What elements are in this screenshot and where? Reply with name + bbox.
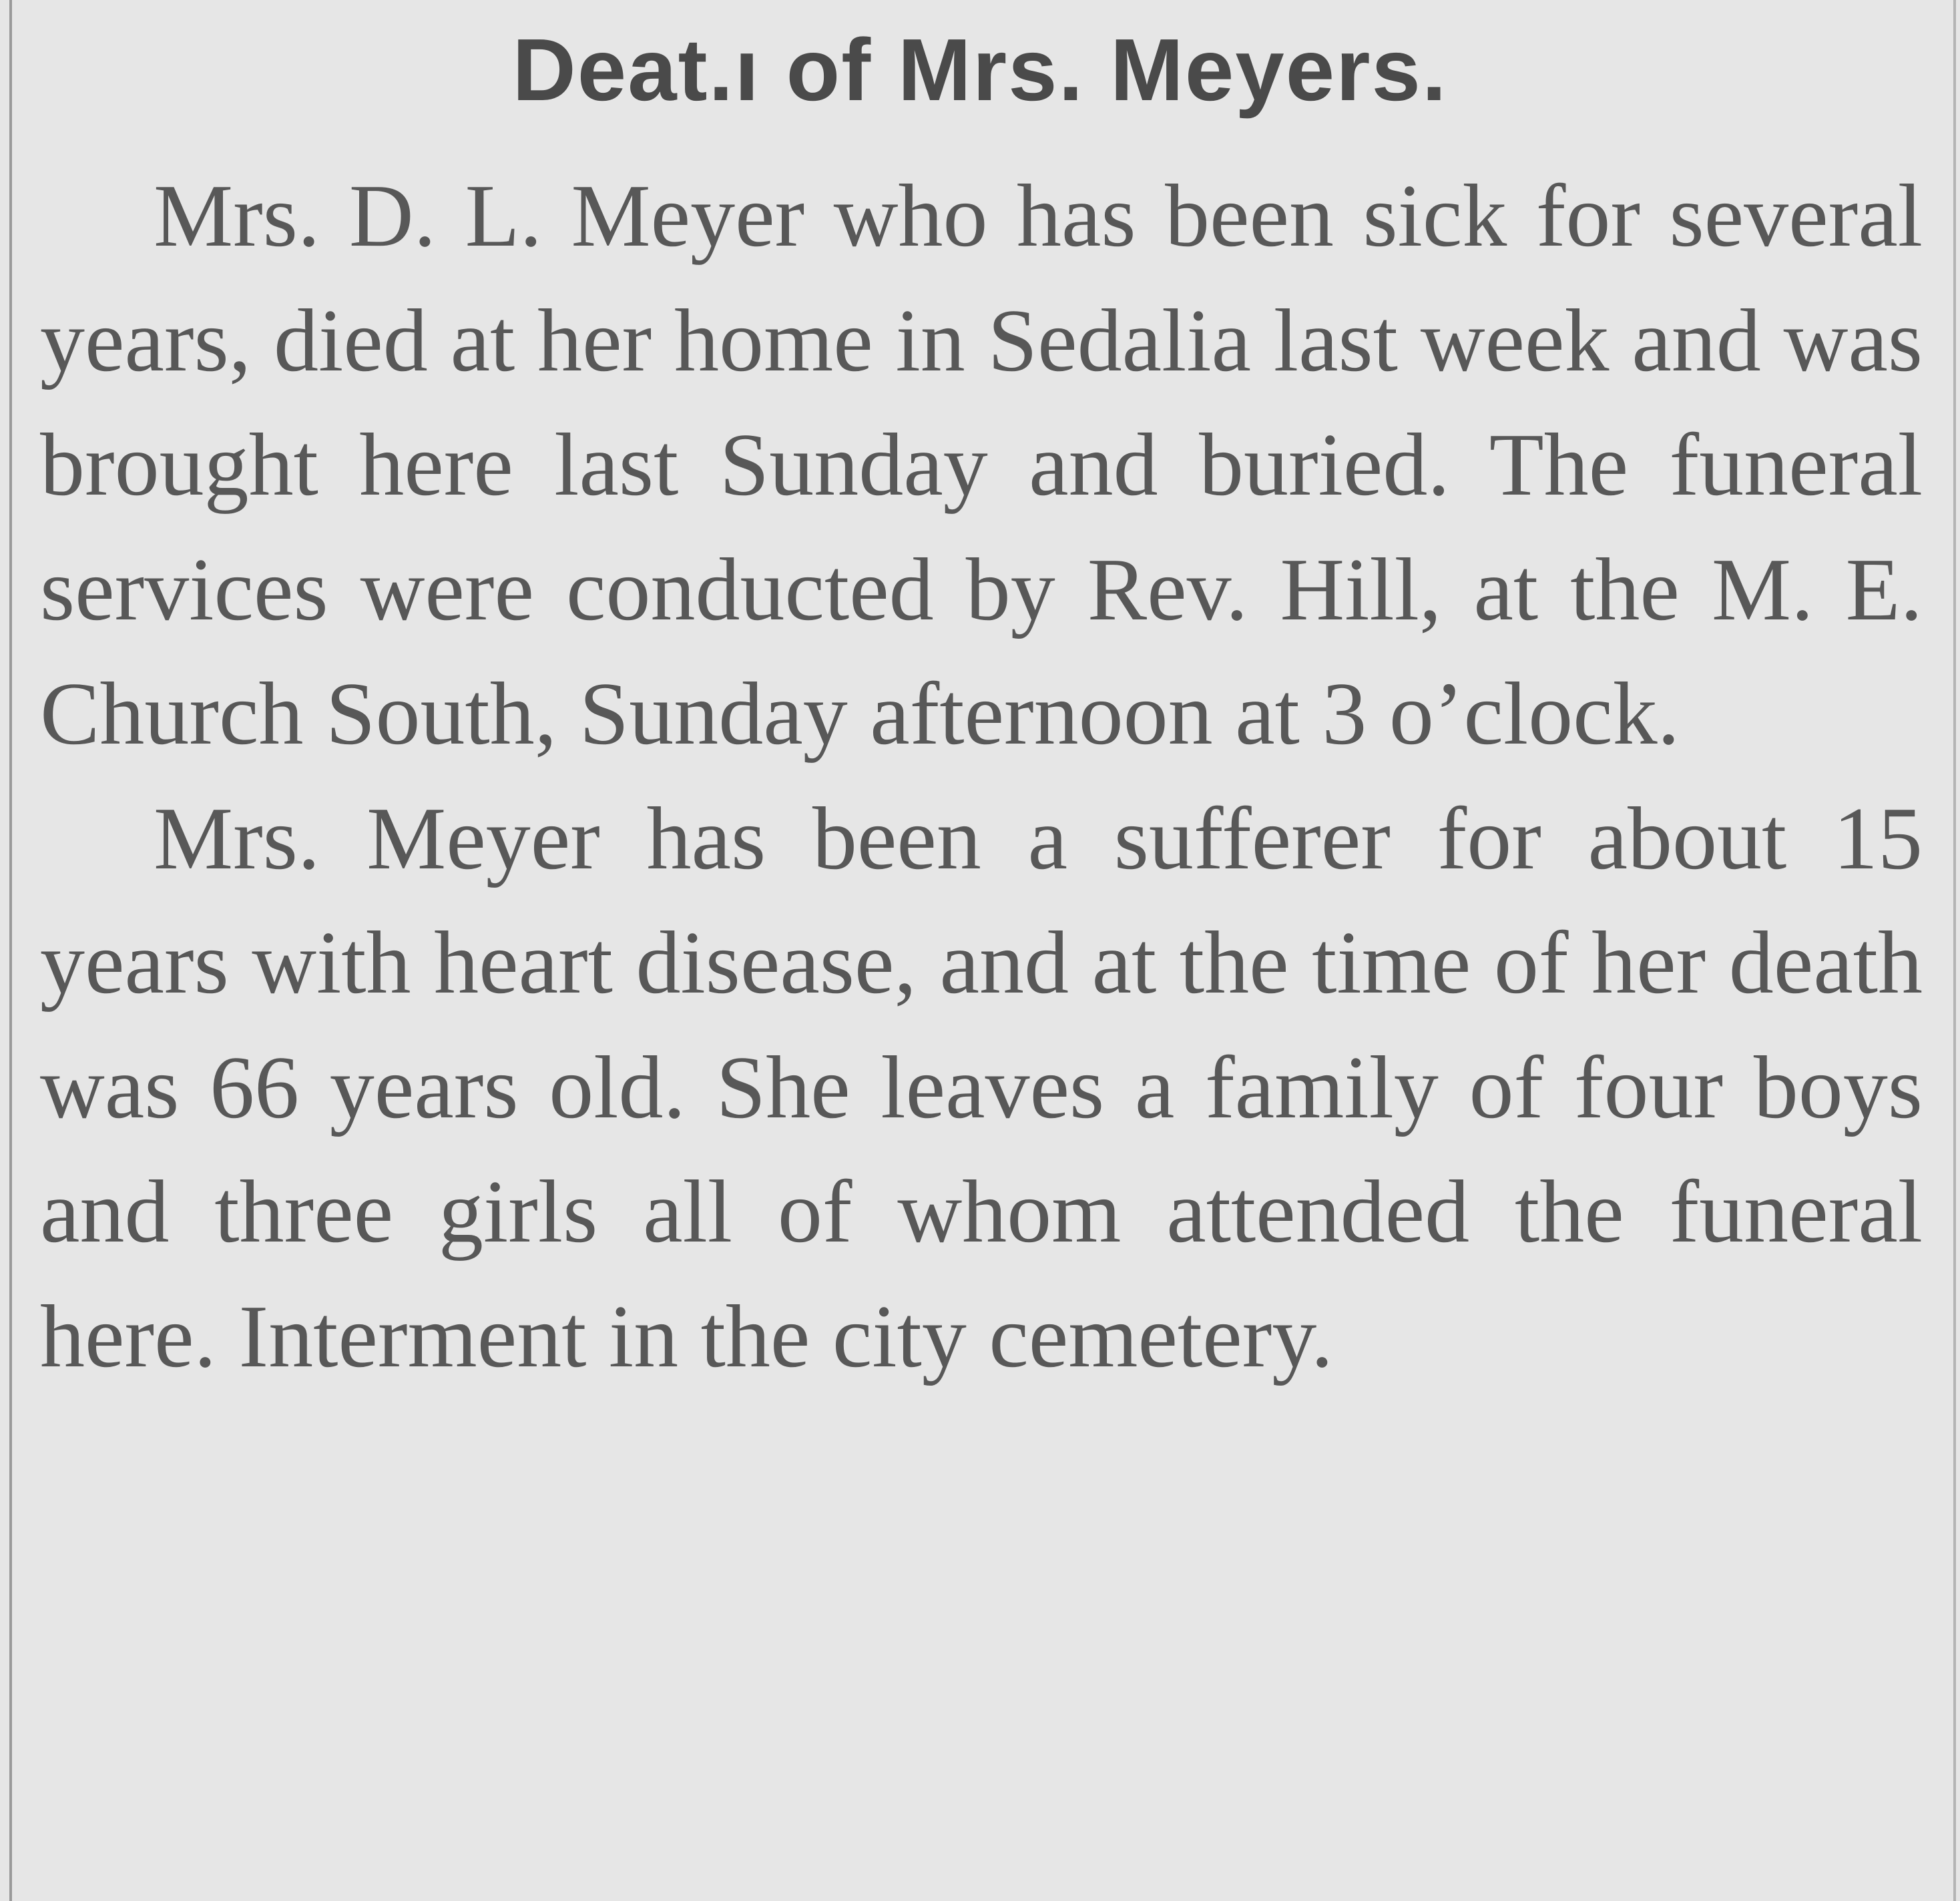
headline: Deat.ı of Mrs. Meyers. [512,21,1448,119]
paragraph-death-notice: Mrs. D. L. Meyer who has been sick for several years, died at her home in Sedalia last week and was brought here last Sunday and buried. The funeral services were conducted by Rev. Hill, at the M. E. Church South, Sunday afternoon at 3 o’clock. [40,166,1923,763]
column-rule-right [1953,0,1956,1901]
paragraph-family-details: Mrs. Meyer has been a sufferer for about 15 years with heart disease, and at the time of her death was 66 years old. She leaves a family of four boys and three girls all of whom attended the funeral here. Interment in the city cemetery. [40,788,1923,1386]
article-body [40,154,1923,1398]
column-rule-left [9,0,12,1901]
